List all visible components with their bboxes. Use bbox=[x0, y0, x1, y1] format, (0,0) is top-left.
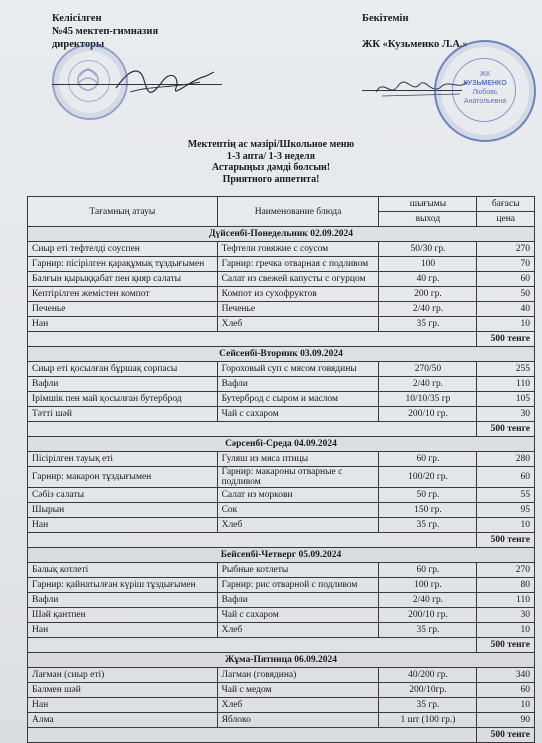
stamp-line: КУЗЬМЕНКО bbox=[463, 80, 507, 87]
dish-name-kz: Гарнир: пісірілген қарақұмық тұздығымен bbox=[28, 257, 218, 272]
dish-output: 50/30 гр. bbox=[379, 242, 477, 257]
dish-price: 270 bbox=[477, 563, 535, 578]
dish-name-kz: Балық котлеті bbox=[28, 563, 218, 578]
dish-name-ru: Рыбные котлеты bbox=[217, 563, 379, 578]
day-title: Дүйсенбі-Понедельник 02.09.2024 bbox=[28, 227, 535, 242]
left-signature-line bbox=[52, 84, 222, 85]
total-spacer bbox=[28, 332, 477, 347]
day-total-row bbox=[28, 422, 535, 437]
dish-name-ru: Яблоко bbox=[217, 713, 379, 728]
stamp-line: Анатольевна bbox=[463, 98, 507, 105]
dish-price: 80 bbox=[477, 578, 535, 593]
table-row bbox=[28, 488, 535, 503]
day-total: 500 тенге bbox=[477, 638, 535, 653]
dish-output: 200/10 гр. bbox=[379, 407, 477, 422]
dish-output: 40 гр. bbox=[379, 272, 477, 287]
day-total: 500 тенге bbox=[477, 533, 535, 548]
dish-price: 10 bbox=[477, 698, 535, 713]
dish-output: 2/40 гр. bbox=[379, 377, 477, 392]
dish-name-kz: Нан bbox=[28, 623, 218, 638]
col-header-ru: Наименование блюда bbox=[217, 197, 379, 227]
dish-price: 60 bbox=[477, 467, 535, 488]
dish-output: 35 гр. bbox=[379, 518, 477, 533]
col-header-output-ru: выход bbox=[379, 212, 477, 227]
day-total: 500 тенге bbox=[477, 728, 535, 743]
dish-price: 50 bbox=[477, 287, 535, 302]
dish-price: 255 bbox=[477, 362, 535, 377]
dish-name-ru: Бутерброд с сыром и маслом bbox=[217, 392, 379, 407]
table-row bbox=[28, 713, 535, 728]
day-header-row bbox=[28, 437, 535, 452]
dish-price: 340 bbox=[477, 668, 535, 683]
dish-output: 2/40 гр. bbox=[379, 302, 477, 317]
day-title: Жұма-Пятница 06.09.2024 bbox=[28, 653, 535, 668]
dish-output: 60 гр. bbox=[379, 563, 477, 578]
table-row bbox=[28, 287, 535, 302]
dish-name-ru: Гуляш из мяса птицы bbox=[217, 452, 379, 467]
dish-name-ru: Гарнир: рис отварной с подливом bbox=[217, 578, 379, 593]
menu-table-body bbox=[28, 227, 535, 743]
dish-price: 30 bbox=[477, 608, 535, 623]
dish-name-ru: Гарнир: макароны отварные с подливом bbox=[217, 467, 379, 488]
stamp-line: Любовь bbox=[472, 89, 498, 96]
dish-name-kz: Нан bbox=[28, 518, 218, 533]
table-row bbox=[28, 407, 535, 422]
table-row bbox=[28, 257, 535, 272]
dish-price: 110 bbox=[477, 593, 535, 608]
dish-name-kz: Сиыр еті қосылған бұршақ сорпасы bbox=[28, 362, 218, 377]
entrepreneur-stamp bbox=[434, 40, 536, 142]
table-row bbox=[28, 668, 535, 683]
dish-output: 10/10/35 гр bbox=[379, 392, 477, 407]
total-spacer bbox=[28, 638, 477, 653]
dish-name-ru: Салат из моркови bbox=[217, 488, 379, 503]
dish-name-ru: Вафли bbox=[217, 593, 379, 608]
right-approved-label: Бекітемін bbox=[362, 13, 409, 24]
dish-output: 35 гр. bbox=[379, 623, 477, 638]
dish-name-ru: Хлеб bbox=[217, 317, 379, 332]
table-header-row bbox=[28, 197, 535, 212]
dish-output: 1 шт (100 гр.) bbox=[379, 713, 477, 728]
dish-output: 200/10гр. bbox=[379, 683, 477, 698]
menu-title-line4: Приятного аппетита! bbox=[222, 173, 320, 185]
menu-table bbox=[27, 196, 535, 743]
dish-output: 35 гр. bbox=[379, 317, 477, 332]
dish-name-kz: Балғын қырыққабат пен қияр салаты bbox=[28, 272, 218, 287]
dish-name-ru: Вафли bbox=[217, 377, 379, 392]
table-row bbox=[28, 698, 535, 713]
day-total: 500 тенге bbox=[477, 332, 535, 347]
dish-price: 270 bbox=[477, 242, 535, 257]
table-row bbox=[28, 593, 535, 608]
dish-price: 95 bbox=[477, 503, 535, 518]
table-row bbox=[28, 302, 535, 317]
dish-name-kz: Кептірілген жемістен компот bbox=[28, 287, 218, 302]
dish-price: 10 bbox=[477, 518, 535, 533]
dish-name-ru: Хлеб bbox=[217, 518, 379, 533]
dish-name-ru: Гарнир: гречка отварная с подливом bbox=[217, 257, 379, 272]
dish-name-ru: Тефтели говяжие с соусом bbox=[217, 242, 379, 257]
dish-name-ru: Чай с сахаром bbox=[217, 407, 379, 422]
day-header-row bbox=[28, 548, 535, 563]
dish-name-ru: Хлеб bbox=[217, 623, 379, 638]
dish-name-ru: Компот из сухофруктов bbox=[217, 287, 379, 302]
dish-output: 200/10 гр. bbox=[379, 608, 477, 623]
day-total-row bbox=[28, 332, 535, 347]
table-row bbox=[28, 578, 535, 593]
dish-name-kz: Шәй қантпен bbox=[28, 608, 218, 623]
table-row bbox=[28, 503, 535, 518]
dish-name-ru: Печенье bbox=[217, 302, 379, 317]
table-row bbox=[28, 608, 535, 623]
dish-name-ru: Чай с сахаром bbox=[217, 608, 379, 623]
table-row bbox=[28, 242, 535, 257]
dish-output: 100 bbox=[379, 257, 477, 272]
day-total-row bbox=[28, 533, 535, 548]
dish-output: 270/50 bbox=[379, 362, 477, 377]
dish-output: 100 гр. bbox=[379, 578, 477, 593]
dish-output: 35 гр. bbox=[379, 698, 477, 713]
day-title: Сәрсенбі-Среда 04.09.2024 bbox=[28, 437, 535, 452]
dish-price: 30 bbox=[477, 407, 535, 422]
dish-name-kz: Вафли bbox=[28, 593, 218, 608]
table-row bbox=[28, 563, 535, 578]
menu-title-line3: Астарыңыз дәмді болсын! bbox=[211, 162, 331, 173]
dish-price: 60 bbox=[477, 272, 535, 287]
table-row bbox=[28, 317, 535, 332]
table-row bbox=[28, 467, 535, 488]
dish-price: 10 bbox=[477, 623, 535, 638]
dish-name-kz: Ірімшік пен май қосылған бутерброд bbox=[28, 392, 218, 407]
dish-price: 40 bbox=[477, 302, 535, 317]
menu-title-line2: 1-3 апта/ 1-3 неделя bbox=[226, 150, 316, 162]
table-row bbox=[28, 623, 535, 638]
dish-name-kz: Шырын bbox=[28, 503, 218, 518]
dish-name-kz: Балмен шәй bbox=[28, 683, 218, 698]
dish-output: 200 гр. bbox=[379, 287, 477, 302]
dish-price: 60 bbox=[477, 683, 535, 698]
dish-name-kz: Нан bbox=[28, 698, 218, 713]
dish-price: 70 bbox=[477, 257, 535, 272]
dish-output: 2/40 гр. bbox=[379, 593, 477, 608]
dish-name-kz: Алма bbox=[28, 713, 218, 728]
dish-name-ru: Хлеб bbox=[217, 698, 379, 713]
left-agreed-label: Келісілген bbox=[52, 13, 102, 24]
dish-output: 150 гр. bbox=[379, 503, 477, 518]
stamp-line: ЖК bbox=[479, 71, 491, 78]
dish-name-kz: Гарнир: макарон тұздығымен bbox=[28, 467, 218, 488]
dish-name-kz: Печенье bbox=[28, 302, 218, 317]
dish-name-kz: Гарнир: қайнатылған күріш тұздығымен bbox=[28, 578, 218, 593]
table-row bbox=[28, 518, 535, 533]
table-row bbox=[28, 377, 535, 392]
col-header-output-kz: шығымы bbox=[379, 197, 477, 212]
dish-name-kz: Тәтті шәй bbox=[28, 407, 218, 422]
table-row bbox=[28, 272, 535, 287]
day-header-row bbox=[28, 653, 535, 668]
day-header-row bbox=[28, 347, 535, 362]
col-header-price-ru: цена bbox=[477, 212, 535, 227]
dish-name-kz: Лағман (сиыр еті) bbox=[28, 668, 218, 683]
dish-name-ru: Салат из свежей капусты с огурцом bbox=[217, 272, 379, 287]
table-row bbox=[28, 452, 535, 467]
day-header-row bbox=[28, 227, 535, 242]
col-header-kz: Тағамның атауы bbox=[28, 197, 218, 227]
dish-name-ru: Чай с медом bbox=[217, 683, 379, 698]
dish-output: 60 гр. bbox=[379, 452, 477, 467]
dish-output: 100/20 гр. bbox=[379, 467, 477, 488]
dish-name-ru: Гороховый суп с мясом говядины bbox=[217, 362, 379, 377]
total-spacer bbox=[28, 422, 477, 437]
menu-title-line1: Мектептің ас мәзірі/Школьное меню bbox=[187, 139, 355, 150]
dish-name-kz: Нан bbox=[28, 317, 218, 332]
day-total-row bbox=[28, 728, 535, 743]
table-row bbox=[28, 362, 535, 377]
dish-name-ru: Лагман (говядина) bbox=[217, 668, 379, 683]
table-row bbox=[28, 683, 535, 698]
total-spacer bbox=[28, 728, 477, 743]
col-header-price-kz: бағасы bbox=[477, 197, 535, 212]
left-position-label: директоры bbox=[52, 39, 105, 50]
right-approval-block bbox=[362, 12, 468, 51]
right-name-label: ЖК «Кузьменко Л.А.» bbox=[362, 39, 468, 50]
menu-title-block bbox=[0, 139, 542, 185]
dish-price: 55 bbox=[477, 488, 535, 503]
dish-output: 40/200 гр. bbox=[379, 668, 477, 683]
day-total: 500 тенге bbox=[477, 422, 535, 437]
dish-price: 110 bbox=[477, 377, 535, 392]
dish-name-kz: Пісірілген тауық еті bbox=[28, 452, 218, 467]
dish-name-ru: Сок bbox=[217, 503, 379, 518]
table-row bbox=[28, 392, 535, 407]
dish-price: 280 bbox=[477, 452, 535, 467]
total-spacer bbox=[28, 533, 477, 548]
dish-price: 105 bbox=[477, 392, 535, 407]
dish-name-kz: Сәбіз салаты bbox=[28, 488, 218, 503]
day-title: Сейсенбі-Вторник 03.09.2024 bbox=[28, 347, 535, 362]
director-signature bbox=[110, 58, 220, 104]
day-total-row bbox=[28, 638, 535, 653]
dish-name-kz: Вафли bbox=[28, 377, 218, 392]
left-school-label: №45 мектеп-гимназия bbox=[52, 26, 159, 37]
dish-price: 10 bbox=[477, 317, 535, 332]
dish-price: 90 bbox=[477, 713, 535, 728]
dish-output: 50 гр. bbox=[379, 488, 477, 503]
day-title: Бейсенбі-Четверг 05.09.2024 bbox=[28, 548, 535, 563]
stamp-text-block bbox=[454, 70, 516, 106]
dish-name-kz: Сиыр еті тефтелді соуспен bbox=[28, 242, 218, 257]
